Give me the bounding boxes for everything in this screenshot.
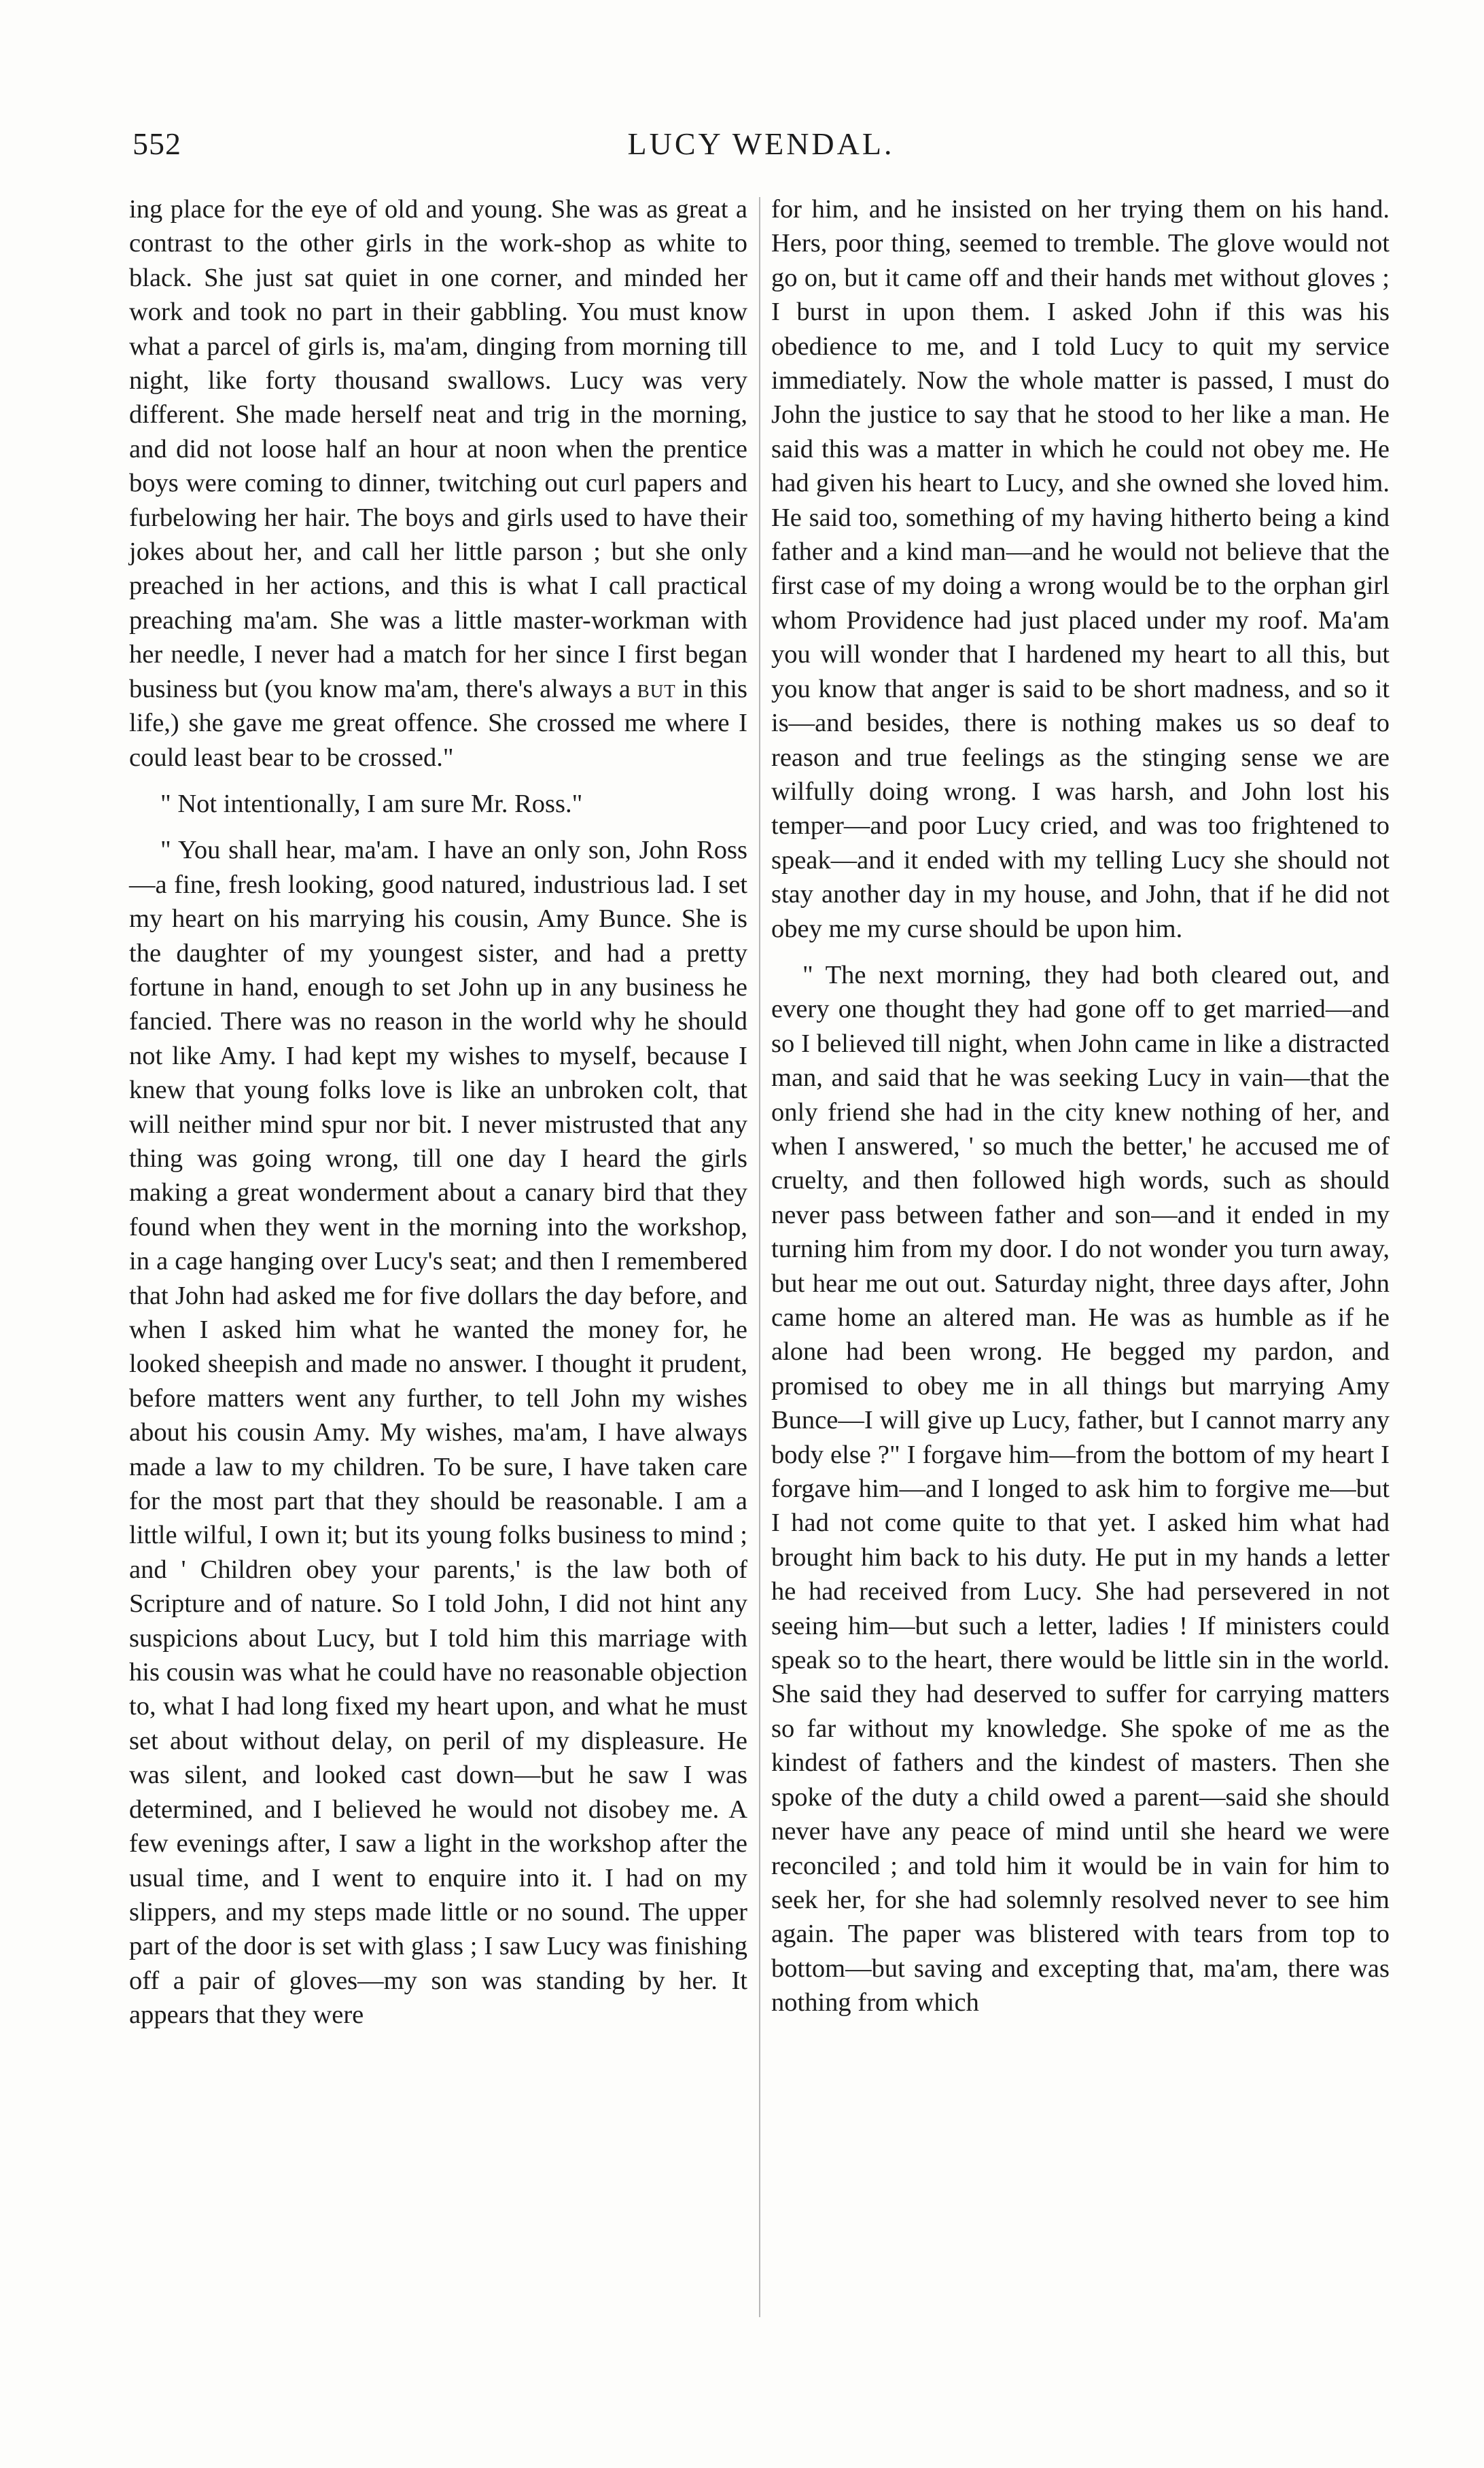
page-number: 552: [132, 126, 181, 161]
smallcaps-word: but: [637, 674, 676, 703]
left-column: [129, 192, 747, 2032]
paragraph-text-continued: in this life,) she gave me great offence. She crossed me where I could least bear to be crossed.": [129, 674, 747, 772]
paragraph: " Not intentionally, I am sure Mr. Ross.": [160, 789, 583, 818]
right-column: [771, 192, 1390, 2020]
paragraph-text: ing place for the eye of old and young. She was as great a contrast to the other girls in the work-shop as white to black. She just sat quiet in one corner, and minded her work and took no part in their gabbling. You must know what a parcel of girls is, ma'am, dinging from morning till night, like forty thousand swallows. Lucy was very different. She made herself neat and trig in the morning, and did not loose half an hour at noon when the prentice boys were coming to dinner, twitching out curl papers and furbelowing her hair. The boys and girls used to have their jokes about her, and call her little parson ; but she only preached in her actions, and this is what I call practical preaching ma'am. She was a little master-workman with her needle, I never had a match for her since I first began business but (you know ma'am, there's always a: [129, 195, 747, 703]
column-divider: [759, 197, 760, 2317]
running-title: LUCY WENDAL.: [627, 126, 895, 161]
paragraph: " The next morning, they had both cleared out, and every one thought they had gone off to get married—and so I believed till night, when John came in like a distracted man, and said that he was seeking Lucy in vain—that the only friend she had in the city knew nothing of her, and when I answered, ' so much the better,' he accused me of cruelty, and then followed high words, such as should never pass between father and son—and it ended in my turning him from my door. I do not wonder you turn away, but hear me out out. Saturday night, three days after, John came home an altered man. He was as humble as if he alone had been wrong. He begged my pardon, and promised to obey me in all things but marrying Amy Bunce—I will give up Lucy, father, but I cannot marry any body else ?" I forgave him—from the bottom of my heart I forgave him—and I longed to ask him to forgive me—but I had not come quite to that yet. I asked him what had brought him back to his duty. He put in my hands a letter he had received from Lucy. She had persevered in not seeing him—but such a letter, ladies ! If ministers could speak so to the heart, there would be little sin in the world. She said they had deserved to suffer for carrying matters so far without my knowledge. She spoke of me as the kindest of fathers and the kindest of masters. Then she spoke of the duty a child owed a parent—said she should never have any peace of mind until she heard we were reconciled ; and told him it would be in vain for him to seek her, for she had solemnly resolved never to see him again. The paper was blistered with tears from top to bottom—but saving and excepting that, ma'am, there was nothing from which: [771, 960, 1390, 2017]
paragraph: [129, 192, 747, 775]
page-header: [132, 126, 1390, 173]
paragraph: for him, and he insisted on her trying them on his hand. Hers, poor thing, seemed to tremble. The glove would not go on, but it came off and their hands met without gloves ; I burst in upon them. I asked John if this was his obedience to me, and I told Lucy to quit my service immediately. Now the whole matter is passed, I must do John the justice to say that he stood to her like a man. He said this was a matter in which he could not obey me. He had given his heart to Lucy, and she owned she loved him. He said too, something of my having hitherto being a kind father and a kind man—and he would not believe that the first case of my doing a wrong would be to the orphan girl whom Providence had just placed under my roof. Ma'am you will wonder that I hardened my heart to all this, but you know that anger is said to be short madness, and so it is—and besides, there is nothing makes us so deaf to reason and true feelings as the stinging sense we are wilfully doing wrong. I was harsh, and John lost his temper—and poor Lucy cried, and was too frightened to speak—and it ended with my telling Lucy she should not stay another day in my house, and John, that if he did not obey me my curse should be upon him.: [771, 195, 1390, 943]
paragraph: " You shall hear, ma'am. I have an only son, John Ross—a fine, fresh looking, good natured, industrious lad. I set my heart on his marrying his cousin, Amy Bunce. She is the daughter of my youngest sister, and had a pretty fortune in hand, enough to set John up in any business he fancied. There was no reason in the world why he should not like Amy. I had kept my wishes to myself, because I knew that young folks love is like an unbroken colt, that will neither mind spur nor bit. I never mistrusted that any thing was going wrong, till one day I heard the girls making a great wonderment about a canary bird that they found when they went in the morning into the workshop, in a cage hanging over Lucy's seat; and then I remembered that John had asked me for five dollars the day before, and when I asked him what he wanted the money for, he looked sheepish and made no answer. I thought it prudent, before matters went any further, to tell John my wishes about his cousin Amy. My wishes, ma'am, I have always made a law to my children. To be sure, I have taken care for the most part that they should be reasonable. I am a little wilful, I own it; but its young folks business to mind ; and ' Children obey your parents,' is the law both of Scripture and of nature. So I told John, I did not hint any suspicions about Lucy, but I told him this marriage with his cousin was what he could have no reasonable objection to, what I had long fixed my heart upon, and what he must set about without delay, on peril of my displeasure. He was silent, and looked cast down—but he saw I was determined, and I believed he would not disobey me. A few evenings after, I saw a light in the workshop after the usual time, and I went to enquire into it. I had on my slippers, and my steps made little or no sound. The upper part of the door is set with glass ; I saw Lucy was finishing off a pair of gloves—my son was standing by her. It appears that they were: [129, 836, 747, 2030]
